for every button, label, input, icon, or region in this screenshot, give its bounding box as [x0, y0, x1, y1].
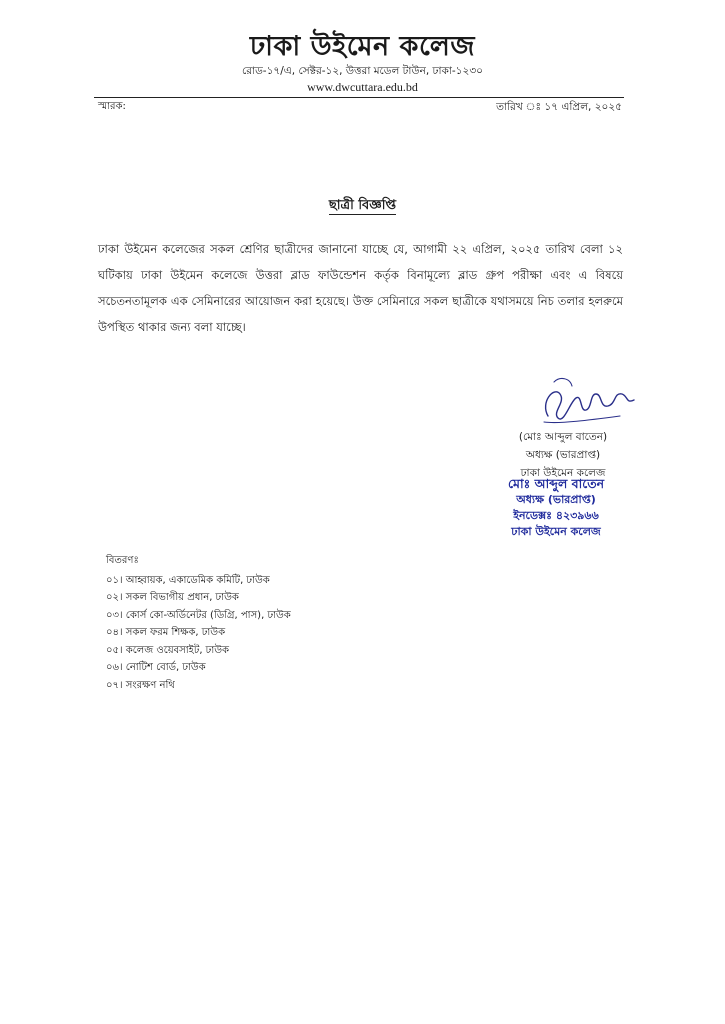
distribution-list [106, 552, 291, 694]
distribution-item: ০১। আহ্বায়ক, একাডেমিক কমিটি, ঢাউক [106, 574, 270, 586]
notice-title [0, 196, 725, 217]
college-name: ঢাকা উইমেন কলেজ [249, 31, 476, 62]
distribution-title: বিতরণঃ [106, 555, 139, 566]
college-address: রোড-১৭/এ, সেক্টর-১২, উত্তরা মডেল টাউন, ঢাকা-১২৩০ [242, 65, 483, 77]
notice-date: তারিখ ঃ ১৭ এপ্রিল, ২০২৫ [496, 101, 622, 113]
memo-label: স্মারক: [98, 101, 126, 112]
college-website-link[interactable]: www.dwcuttara.edu.bd [307, 80, 418, 94]
signature-image [530, 372, 640, 430]
stamp-index: ইনডেক্সঃ ৪২৩৯৬৬ [513, 509, 599, 522]
signatory-block [488, 428, 638, 482]
distribution-item: ০৫। কলেজ ওয়েবসাইট, ঢাউক [106, 644, 230, 656]
signatory-name: (মোঃ আব্দুল বাতেন) [518, 431, 608, 443]
stamp-college: ঢাকা উইমেন কলেজ [511, 525, 601, 538]
header-divider [94, 97, 624, 98]
official-stamp [466, 476, 646, 540]
distribution-item: ০৭। সংরক্ষণ নথি [106, 679, 175, 691]
signatory-college: ঢাকা উইমেন কলেজ [520, 467, 606, 479]
stamp-designation: অধ্যক্ষ (ভারপ্রাপ্ত) [516, 493, 596, 506]
stamp-name: মোঃ আব্দুল বাতেন [507, 476, 605, 491]
notice-title-text: ছাত্রী বিজ্ঞপ্তি [328, 198, 397, 213]
signatory-designation: অধ্যক্ষ (ভারপ্রাপ্ত) [525, 449, 601, 461]
notice-body: ঢাকা উইমেন কলেজের সকল শ্রেণির ছাত্রীদের জানানো যাচ্ছে যে, আগামী ২২ এপ্রিল, ২০২৫ তারিখ বেলা ১২ ঘটিকায় ঢাকা উইমেন কলেজে উত্তরা ব্লাড ফাউন্ডেশন কর্তৃক বিনামূল্যে ব্লাড গ্রুপ পরীক্ষা এবং এ বিষয়ে সচেতনতামূলক এক সেমিনারের আয়োজন করা হয়েছে। উক্ত সেমিনারে সকল ছাত্রীকে যথাসময়ে নিচ তলার হলরুমে উপস্থিত থাকার জন্য বলা যাচ্ছে। [98, 242, 623, 334]
distribution-item: ০৩। কোর্স কো-অর্ডিনেটর (ডিগ্রি, পাস), ঢাউক [106, 609, 291, 621]
distribution-item: ০৬। নোটিশ বোর্ড, ঢাউক [106, 662, 206, 673]
distribution-item: ০৪। সকল ফরম শিক্ষক, ঢাউক [106, 627, 226, 638]
distribution-item: ০২। সকল বিভাগীয় প্রধান, ঢাউক [106, 592, 239, 603]
